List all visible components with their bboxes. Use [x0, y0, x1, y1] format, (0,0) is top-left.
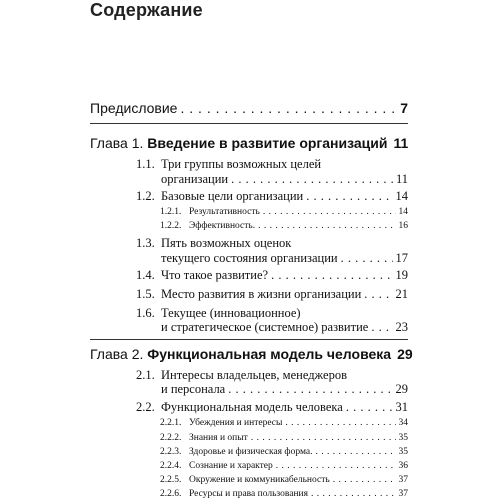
toc-page-number: 37	[398, 475, 408, 485]
toc-section-2-2[interactable]	[136, 400, 408, 415]
toc-subsection-2-2-3[interactable]	[160, 447, 408, 457]
dot-leader	[231, 172, 393, 187]
toc-page-number: 35	[398, 447, 408, 457]
toc-page-number: 7	[400, 100, 408, 116]
toc-section-1-5[interactable]	[136, 287, 408, 302]
section-number: 2.1.	[136, 368, 155, 382]
section-number: 1.3.	[136, 236, 155, 250]
section-title: Текущее (инновационное)	[161, 306, 301, 320]
section-title: Место развития в жизни организации	[161, 287, 362, 301]
section-number: 1.5.	[136, 287, 155, 301]
subsection-title: Убеждения и интересы	[189, 418, 283, 428]
section-title: Интересы владельцев, менеджеров	[161, 368, 347, 382]
toc-page-number: 34	[398, 418, 408, 428]
toc-entry-title: Предисловие	[90, 100, 178, 116]
toc-section-1-4[interactable]	[136, 268, 408, 283]
toc-subsection-1-2-1[interactable]	[160, 207, 408, 217]
dot-leader	[263, 207, 396, 217]
subsection-number: 2.2.6.	[160, 489, 182, 499]
section-title: Три группы возможных целей	[161, 157, 322, 171]
toc-page-number: 16	[398, 221, 408, 231]
separator-line	[90, 123, 408, 124]
section-title: Базовые цели организации	[161, 189, 304, 203]
section-title-cont: и стратегическое (системное) развитие	[161, 320, 369, 334]
dot-leader	[285, 418, 395, 428]
section-title: Что такое развитие?	[161, 268, 269, 282]
subsection-title: Сознание и характер	[189, 461, 273, 471]
chapter-title: Функциональная модель человека	[147, 346, 392, 362]
dot-leader	[306, 189, 392, 204]
dot-leader	[371, 320, 392, 335]
subsection-number: 1.2.2.	[160, 221, 182, 231]
subsection-title: Знания и опыт	[189, 433, 248, 443]
toc-page-number: 23	[395, 320, 408, 334]
subsection-title: Ресурсы и права пользования	[189, 489, 308, 499]
toc-subsection-2-2-4[interactable]	[160, 461, 408, 471]
subsection-number: 2.2.4.	[160, 461, 182, 471]
subsection-number: 2.2.3.	[160, 447, 182, 457]
section-number: 2.2.	[136, 400, 155, 414]
toc-subsection-2-2-2[interactable]	[160, 433, 408, 443]
section-title: Пять возможных оценок	[161, 236, 292, 250]
dot-leader	[341, 251, 393, 266]
section-title-cont: текущего состояния организации	[161, 251, 338, 265]
subsection-title: Результативность	[189, 207, 260, 217]
section-title: Функциональная модель человека	[161, 400, 343, 414]
toc-page-number: 14	[395, 189, 408, 203]
subsection-number: 2.2.2.	[160, 433, 182, 443]
dot-leader	[346, 400, 393, 415]
toc-entry-preface[interactable]	[90, 100, 408, 116]
toc-subsection-2-2-5[interactable]	[160, 475, 408, 485]
toc-page-number: 19	[395, 268, 408, 282]
dot-leader	[180, 100, 397, 116]
dot-leader	[271, 268, 392, 283]
toc-subsection-1-2-2[interactable]	[160, 221, 408, 231]
dot-leader	[251, 433, 396, 443]
toc-subsection-2-2-1[interactable]	[160, 418, 408, 428]
toc-page-number: 11	[395, 172, 408, 186]
toc-page-number: 14	[398, 207, 408, 217]
dot-leader	[228, 382, 392, 397]
section-title-cont: организации	[161, 172, 229, 186]
dot-leader	[315, 447, 395, 457]
dot-leader	[258, 221, 395, 231]
subsection-title: Эффективность.	[189, 221, 256, 231]
chapter-prefix: Глава 1.	[90, 135, 144, 151]
section-number: 1.6.	[136, 306, 155, 320]
dot-leader	[333, 475, 396, 485]
toc-page-number: 37	[398, 489, 408, 499]
chapter-title: Введение в развитие организаций	[147, 135, 388, 151]
section-number: 1.2.	[136, 189, 155, 203]
toc-section-1-2[interactable]	[136, 189, 408, 204]
toc-page-number: 21	[395, 287, 408, 301]
subsection-number: 1.2.1.	[160, 207, 182, 217]
subsection-number: 2.2.5.	[160, 475, 182, 485]
toc-chapter-2[interactable]	[90, 346, 413, 362]
subsection-title: Окружение и коммуникабельность	[189, 475, 330, 485]
dot-leader	[311, 489, 396, 499]
separator-line	[90, 339, 408, 340]
section-number: 1.1.	[136, 157, 155, 171]
toc-page-number: 11	[393, 135, 409, 151]
toc-page-number: 29	[395, 382, 408, 396]
section-title-cont: и персонала	[161, 382, 226, 396]
toc-page-number: 31	[395, 400, 408, 414]
dot-leader	[276, 461, 396, 471]
section-number: 1.4.	[136, 268, 155, 282]
page-heading: Содержание	[90, 0, 203, 20]
subsection-title: Здоровье и физическая форма.	[189, 447, 313, 457]
toc-chapter-1[interactable]	[90, 135, 408, 151]
toc-subsection-2-2-6[interactable]	[160, 489, 408, 499]
toc-page-number: 35	[398, 433, 408, 443]
toc-page-number: 29	[397, 346, 413, 362]
toc-page-number: 17	[395, 251, 408, 265]
toc-page-number: 36	[398, 461, 408, 471]
chapter-prefix: Глава 2.	[90, 346, 144, 362]
dot-leader	[364, 287, 392, 302]
subsection-number: 2.2.1.	[160, 418, 182, 428]
